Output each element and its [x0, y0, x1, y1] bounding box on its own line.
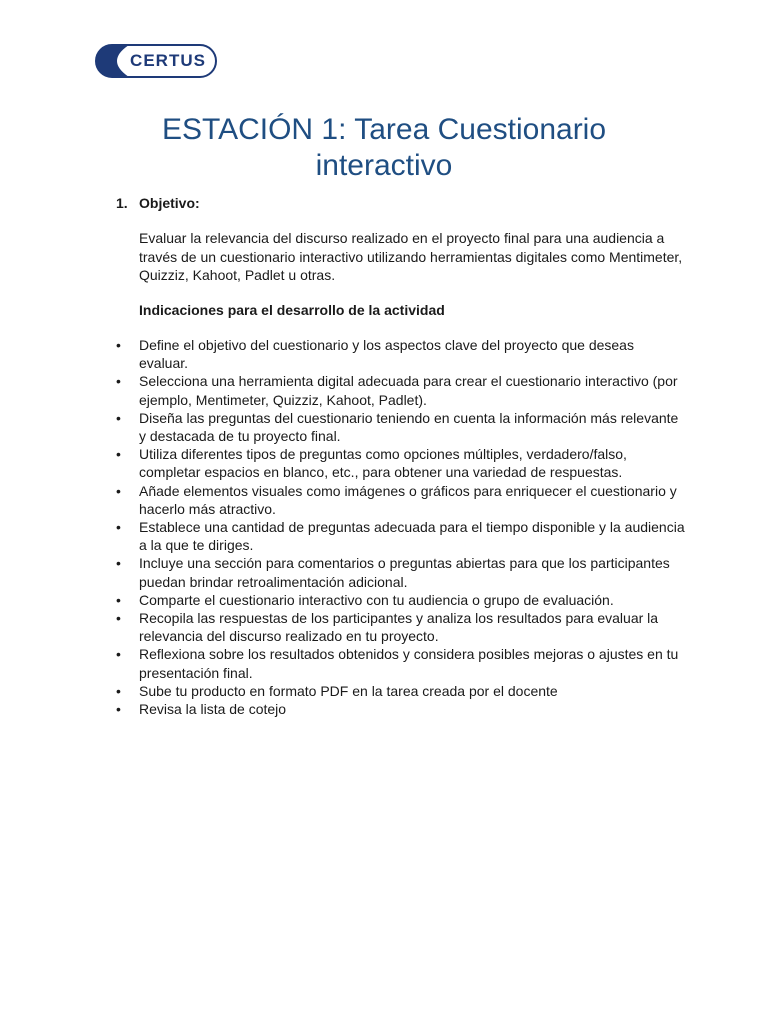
bullet-icon: • — [116, 446, 121, 463]
list-item-text: Diseña las preguntas del cuestionario teniendo en cuenta la información más relevante y destacada de tu proyecto final. — [139, 409, 679, 445]
list-item — [116, 682, 686, 700]
bullet-icon: • — [116, 555, 121, 572]
bullet-icon: • — [116, 519, 121, 536]
page-title — [0, 112, 768, 184]
list-item-text: Define el objetivo del cuestionario y los aspectos clave del proyecto que deseas evaluar. — [139, 337, 634, 372]
list-item-text: Utiliza diferentes tipos de preguntas como opciones múltiples, verdadero/falso, completar espacios en blanco, etc., para obtener una variedad de respuestas. — [139, 446, 627, 481]
list-item-text: Incluye una sección para comentarios o preguntas abiertas para que los participantes puedan brindar retroalimentación adicional. — [139, 555, 670, 590]
section-heading-text: Objetivo: — [139, 195, 200, 211]
list-item — [116, 609, 686, 645]
list-item-text: Sube tu producto en formato PDF en la tarea creada por el docente — [139, 682, 558, 699]
title-line-2: interactivo — [315, 149, 453, 182]
list-item-text: Añade elementos visuales como imágenes o gráficos para enriquecer el cuestionario y hacerlo más atractivo. — [139, 482, 677, 517]
bullet-icon: • — [116, 682, 121, 699]
instructions-list — [116, 336, 686, 718]
list-item-text: Selecciona una herramienta digital adecuada para crear el cuestionario interactivo (por ejemplo, Mentimeter, Quizziz, Kahoot, Padlet). — [139, 373, 678, 408]
list-item — [116, 518, 686, 554]
list-item — [116, 445, 686, 481]
section-heading — [116, 194, 200, 212]
bullet-icon: • — [116, 337, 121, 353]
bullet-icon: • — [116, 701, 121, 718]
logo-text: CERTUS — [130, 51, 206, 70]
list-item — [116, 372, 686, 408]
section-number: 1. — [116, 195, 128, 211]
bullet-icon: • — [116, 591, 121, 608]
list-item-text: Comparte el cuestionario interactivo con tu audiencia o grupo de evaluación. — [139, 591, 614, 608]
bullet-icon: • — [116, 373, 121, 390]
list-item — [116, 482, 686, 518]
list-item — [116, 700, 686, 718]
list-item — [116, 336, 686, 372]
list-item-text: Recopila las respuestas de los participantes y analiza los resultados para evaluar la relevancia del discurso realizado en tu proyecto. — [139, 610, 659, 645]
certus-logo — [95, 44, 217, 78]
bullet-icon: • — [116, 482, 121, 499]
bullet-icon: • — [116, 610, 121, 627]
list-item — [116, 409, 686, 445]
objective-paragraph: Evaluar la relevancia del discurso realizado en el proyecto final para una audiencia a través de un cuestionario interactivo utilizando herramientas digitales como Mentimeter, Quizziz, Kahoot, Padlet u otras. — [139, 230, 683, 283]
list-item — [116, 554, 686, 590]
bullet-icon: • — [116, 646, 121, 663]
list-item-text: Reflexiona sobre los resultados obtenidos y considera posibles mejoras o ajustes en tu presentación final. — [139, 646, 679, 681]
list-item — [116, 591, 686, 609]
instructions-subheading: Indicaciones para el desarrollo de la actividad — [139, 302, 445, 318]
list-item-text: Establece una cantidad de preguntas adecuada para el tiempo disponible y la audiencia a la que te diriges. — [139, 519, 685, 554]
bullet-icon: • — [116, 409, 121, 426]
list-item-text: Revisa la lista de cotejo — [139, 701, 287, 718]
title-line-1: ESTACIÓN 1: Tarea Cuestionario — [161, 113, 607, 146]
list-item — [116, 645, 686, 681]
